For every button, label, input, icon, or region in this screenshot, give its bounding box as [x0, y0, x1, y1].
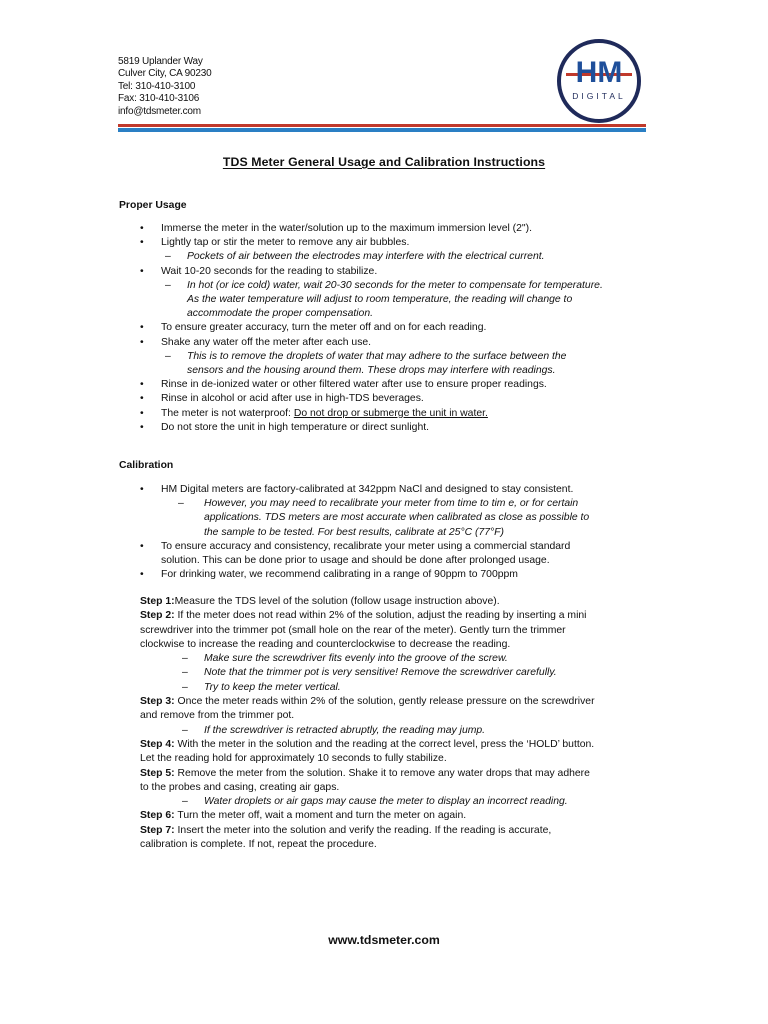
list-item: • The meter is not waterproof: Do not drop or submerge the unit in water. [0, 407, 603, 421]
dash-mark: – [165, 350, 171, 362]
bullet-mark: • [140, 223, 144, 234]
step-note: – Make sure the screwdriver fits evenly into the groove of the screw. [0, 652, 595, 666]
list-item: • To ensure accuracy and consistency, recalibrate your meter using a commercial standard [0, 540, 589, 554]
step-7-line: calibration is complete. If not, repeat the procedure. [140, 839, 377, 851]
step-note: – Try to keep the meter vertical. [0, 681, 595, 695]
step-note: – Water droplets or air gaps may cause the meter to display an incorrect reading. [0, 795, 595, 809]
step-2-line: screwdriver into the trimmer pot (small hole on the rear of the meter). Gently turn the trimmer [140, 624, 566, 636]
calibration-list [0, 483, 589, 582]
list-item: • HM Digital meters are factory-calibrated at 342ppm NaCl and designed to stay consistent. [0, 483, 589, 497]
list-item: • Shake any water off the meter after each use. [0, 336, 603, 350]
step-note: – If the screwdriver is retracted abruptly, the reading may jump. [0, 724, 595, 738]
step-7: Step 7: Insert the meter into the solution and verify the reading. If the reading is accurate, [140, 824, 552, 836]
logo-subtext: DIGITAL [572, 91, 626, 101]
bullet-mark: • [140, 379, 144, 391]
step-label: Step 5: [140, 767, 175, 779]
list-subitem-continued: accommodate the proper compensation. [187, 308, 373, 320]
step-4-line: Let the reading hold for approximately 10 seconds to fully stabilize. [140, 753, 447, 765]
step-note: – Note that the trimmer pot is very sensitive! Remove the screwdriver carefully. [0, 666, 595, 680]
address-phone: Tel: 310-410-3100 [118, 80, 196, 92]
step-label: Step 7: [140, 824, 175, 836]
step-5-line: to the probes and casing, creating air gaps. [140, 781, 340, 793]
bullet-mark: • [140, 421, 144, 433]
calibration-steps [0, 595, 595, 852]
list-item-continued: solution. This can be done prior to usage and should be done after prolonged usage. [161, 555, 550, 567]
step-3: Step 3: Once the meter reads within 2% of the solution, gently release pressure on the screwdriver [140, 696, 595, 708]
list-item: • Wait 10-20 seconds for the reading to stabilize. [0, 265, 603, 279]
list-item: • Do not store the unit in high temperature or direct sunlight. [0, 421, 603, 435]
company-address [118, 56, 211, 118]
page-title-text: TDS Meter General Usage and Calibration Instructions [222, 155, 546, 169]
dash-mark: – [165, 279, 171, 291]
bullet-mark: • [140, 393, 144, 405]
list-subitem: – However, you may need to recalibrate your meter from time to tim e, or for certain [0, 497, 589, 511]
dash-mark: – [178, 498, 184, 510]
proper-usage-heading: Proper Usage [119, 200, 187, 211]
list-subitem: – Pockets of air between the electrodes may interfere with the electrical current. [0, 250, 603, 264]
list-item: • For drinking water, we recommend calibrating in a range of 90ppm to 700ppm [0, 568, 589, 582]
step-6: Step 6: Turn the meter off, wait a moment and turn the meter on again. [140, 810, 467, 822]
list-subitem-continued: the sample to be tested. For best results, calibrate at 25°C (77°F) [204, 526, 504, 538]
list-subitem-continued: applications. TDS meters are most accurate when calibrated as close as possible to [204, 512, 590, 524]
bullet-mark: • [140, 540, 144, 552]
dash-mark: – [165, 251, 171, 263]
list-item: • Lightly tap or stir the meter to remove any air bubbles. [0, 236, 603, 250]
address-city: Culver City, CA 90230 [118, 68, 212, 80]
bullet-mark: • [140, 407, 144, 419]
address-street: 5819 Uplander Way [118, 56, 203, 67]
step-label: Step 6: [140, 810, 175, 822]
step-2-line: clockwise to increase the reading and counterclockwise to decrease the reading. [140, 638, 511, 650]
logo-letters: HM [575, 56, 623, 89]
bullet-mark: • [140, 336, 144, 348]
bullet-mark: • [140, 265, 144, 277]
dash-mark: – [182, 653, 188, 665]
bullet-mark: • [140, 322, 144, 334]
dash-mark: – [182, 796, 188, 808]
header-rule-red [118, 124, 646, 127]
step-5: Step 5: Remove the meter from the solution. Shake it to remove any water drops that may adhere [140, 767, 590, 779]
list-item: • Rinse in de-ionized water or other filtered water after use to ensure proper readings. [0, 378, 603, 392]
hm-digital-logo [556, 38, 642, 124]
step-4: Step 4: With the meter in the solution and the reading at the correct level, press the ‘HOLD’ button. [140, 738, 595, 750]
page-title [0, 155, 768, 169]
list-subitem: – In hot (or ice cold) water, wait 20-30 seconds for the meter to compensate for temperature. [0, 279, 603, 293]
list-item: • Rinse in alcohol or acid after use in high-TDS beverages. [0, 392, 603, 406]
dash-mark: – [182, 724, 188, 736]
calibration-heading: Calibration [119, 460, 174, 471]
step-1: Step 1:Measure the TDS level of the solution (follow usage instruction above). [140, 596, 500, 607]
step-2: Step 2: If the meter does not read within 2% of the solution, adjust the reading by inserting a mini [140, 610, 587, 622]
bullet-mark: • [140, 484, 144, 495]
dash-mark: – [182, 681, 188, 693]
step-label: Step 1: [140, 596, 175, 607]
step-label: Step 3: [140, 696, 175, 708]
step-3-line: and remove from the trimmer pot. [140, 710, 295, 722]
waterproof-warning: Do not drop or submerge the unit in water. [293, 407, 488, 419]
address-fax: Fax: 310-410-3106 [118, 93, 200, 105]
address-email: info@tdsmeter.com [118, 105, 201, 117]
header-rule-blue [118, 128, 646, 132]
dash-mark: – [182, 667, 188, 679]
bullet-mark: • [140, 237, 144, 249]
step-label: Step 4: [140, 738, 175, 750]
list-item: • To ensure greater accuracy, turn the meter off and on for each reading. [0, 321, 603, 335]
list-subitem-continued: As the water temperature will adjust to room temperature, the reading will change to [187, 294, 573, 306]
list-subitem-continued: sensors and the housing around them. These drops may interfere with readings. [187, 365, 556, 377]
bullet-mark: • [140, 569, 144, 581]
footer-website: www.tdsmeter.com [328, 933, 440, 947]
list-subitem: – This is to remove the droplets of water that may adhere to the surface between the [0, 350, 603, 364]
proper-usage-list [0, 222, 603, 435]
step-label: Step 2: [140, 610, 175, 622]
list-item: • Immerse the meter in the water/solution up to the maximum immersion level (2"). [0, 222, 603, 236]
